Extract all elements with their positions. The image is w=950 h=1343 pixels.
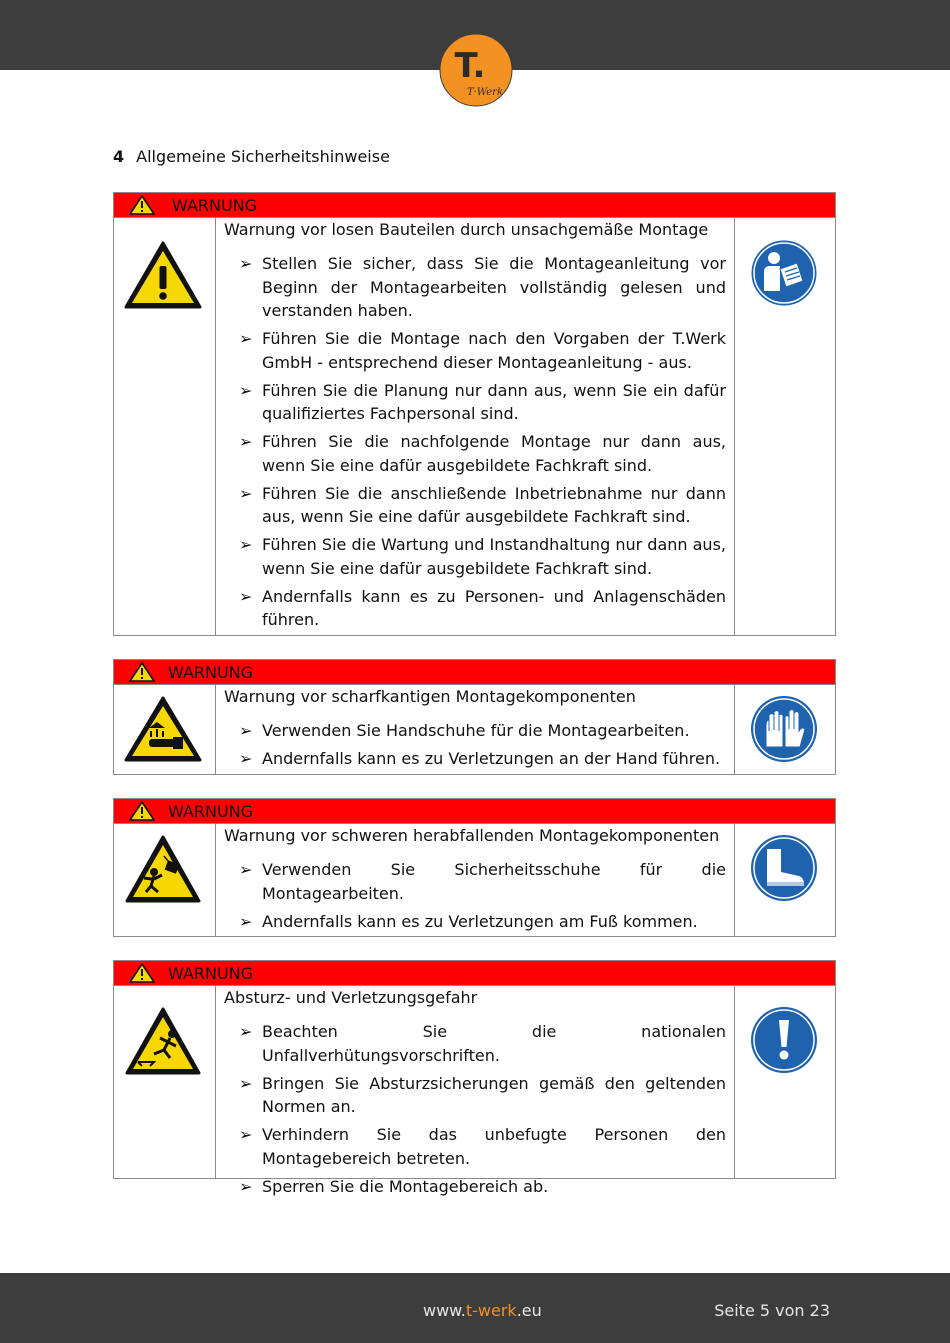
arrow-bullet-icon: ➢ (239, 329, 253, 348)
warning-label: WARNUNG (172, 196, 258, 215)
warning-header (114, 193, 835, 218)
small-warning-triangle-icon (129, 963, 155, 983)
list-item: ➢ Andernfalls kann es zu Verletzungen an der Hand führen. (239, 747, 726, 771)
list-item: ➢ Sperren Sie die Montagebereich ab. (239, 1175, 726, 1199)
small-warning-triangle-icon (129, 662, 155, 682)
arrow-bullet-icon: ➢ (239, 721, 253, 740)
arrow-bullet-icon: ➢ (239, 483, 253, 503)
list-item: ➢ Verhindern Sie das unbefugte Personen den Montagebereich betreten. (239, 1125, 726, 1168)
mandatory-icon-cell (734, 986, 835, 1179)
list-item: ➢ Führen Sie die Wartung und Instandhaltung nur dann aus, wenn Sie eine dafür ausgebildete Fachkraft sind. (239, 535, 726, 578)
general-warning-icon (123, 240, 203, 310)
instruction-list (239, 1020, 726, 1203)
warning-box-sharp-edges (113, 659, 836, 775)
warning-header (114, 660, 835, 685)
warning-title: Warnung vor schweren herabfallenden Montagekomponenten (224, 826, 720, 845)
arrow-bullet-icon: ➢ (239, 860, 253, 879)
arrow-bullet-icon: ➢ (239, 535, 253, 554)
list-item: ➢ Stellen Sie sicher, dass Sie die Montageanleitung vor Beginn der Montagearbeiten vollständig gelesen und verstanden haben. (239, 254, 726, 320)
arrow-bullet-icon: ➢ (239, 1125, 253, 1144)
list-item: ➢ Führen Sie die anschließende Inbetriebnahme nur dann aus, wenn Sie eine dafür ausgebildete Fachkraft sind. (239, 483, 726, 526)
list-item: ➢ Beachten Sie die nationalen Unfallverhütungsvorschriften. (239, 1022, 726, 1065)
arrow-bullet-icon: ➢ (239, 911, 253, 931)
small-warning-triangle-icon (129, 195, 155, 215)
list-item: ➢ Führen Sie die Montage nach den Vorgaben der T.Werk GmbH - entsprechend dieser Montageanleitung - aus. (239, 329, 726, 372)
instruction-list (239, 719, 726, 775)
hazard-icon-cell (114, 685, 216, 775)
arrow-bullet-icon: ➢ (239, 432, 253, 451)
section-number: 4 (113, 147, 125, 166)
warning-label: WARNUNG (168, 663, 254, 682)
instruction-list (239, 858, 726, 938)
mandatory-icon-cell (734, 218, 835, 636)
logo-letter: T. (454, 46, 486, 86)
t-werk-logo (438, 32, 514, 108)
logo-subtext: T·Werk (466, 87, 504, 98)
gloves-icon (750, 695, 818, 763)
list-item: ➢ Führen Sie die nachfolgende Montage nur dann aus, wenn Sie eine dafür ausgebildete Fachkraft sind. (239, 432, 726, 475)
arrow-bullet-icon: ➢ (239, 380, 253, 400)
arrow-bullet-icon: ➢ (239, 1022, 253, 1041)
mandatory-icon-cell (734, 685, 835, 775)
section-heading (113, 147, 390, 166)
arrow-bullet-icon: ➢ (239, 1176, 253, 1196)
hazard-icon-cell (114, 986, 216, 1179)
list-item: ➢ Führen Sie die Planung nur dann aus, wenn Sie ein dafür qualifiziertes Fachpersonal sind. (239, 380, 726, 423)
section-title: Allgemeine Sicherheitshinweise (136, 147, 390, 166)
instruction-list (239, 252, 726, 636)
warning-label: WARNUNG (168, 964, 254, 983)
small-warning-triangle-icon (129, 801, 155, 821)
warning-box-loose-parts (113, 192, 836, 636)
list-item: ➢ Andernfalls kann es zu Personen- und Anlagenschäden führen. (239, 586, 726, 629)
general-mandatory-icon (750, 1006, 818, 1074)
warning-title: Warnung vor scharfkantigen Montagekomponenten (224, 687, 636, 706)
safety-boots-icon (750, 834, 818, 902)
arrow-bullet-icon: ➢ (239, 1073, 253, 1093)
footer-website-link[interactable]: www.t-werk.eu (423, 1301, 542, 1320)
warning-header (114, 799, 835, 824)
warning-label: WARNUNG (168, 802, 254, 821)
read-manual-icon (750, 239, 818, 307)
mandatory-icon-cell (734, 824, 835, 937)
warning-box-falling-components (113, 798, 836, 937)
hazard-icon-cell (114, 218, 216, 636)
warning-box-fall-hazard (113, 960, 836, 1196)
falling-objects-warning-icon (124, 834, 202, 904)
page-number: Seite 5 von 23 (714, 1301, 830, 1320)
hand-injury-warning-icon (123, 695, 203, 763)
fall-hazard-warning-icon (124, 1006, 202, 1076)
arrow-bullet-icon: ➢ (239, 254, 253, 273)
list-item: ➢ Verwenden Sie Sicherheitsschuhe für die Montagearbeiten. (239, 860, 726, 903)
arrow-bullet-icon: ➢ (239, 586, 253, 606)
list-item: ➢ Verwenden Sie Handschuhe für die Montagearbeiten. (239, 719, 726, 743)
warning-title: Absturz- und Verletzungsgefahr (224, 988, 478, 1007)
list-item: ➢ Andernfalls kann es zu Verletzungen am Fuß kommen. (239, 910, 726, 934)
warning-header (114, 961, 835, 986)
list-item: ➢ Bringen Sie Absturzsicherungen gemäß den geltenden Normen an. (239, 1073, 726, 1116)
arrow-bullet-icon: ➢ (239, 749, 253, 768)
warning-title: Warnung vor losen Bauteilen durch unsachgemäße Montage (224, 220, 709, 239)
hazard-icon-cell (114, 824, 216, 937)
